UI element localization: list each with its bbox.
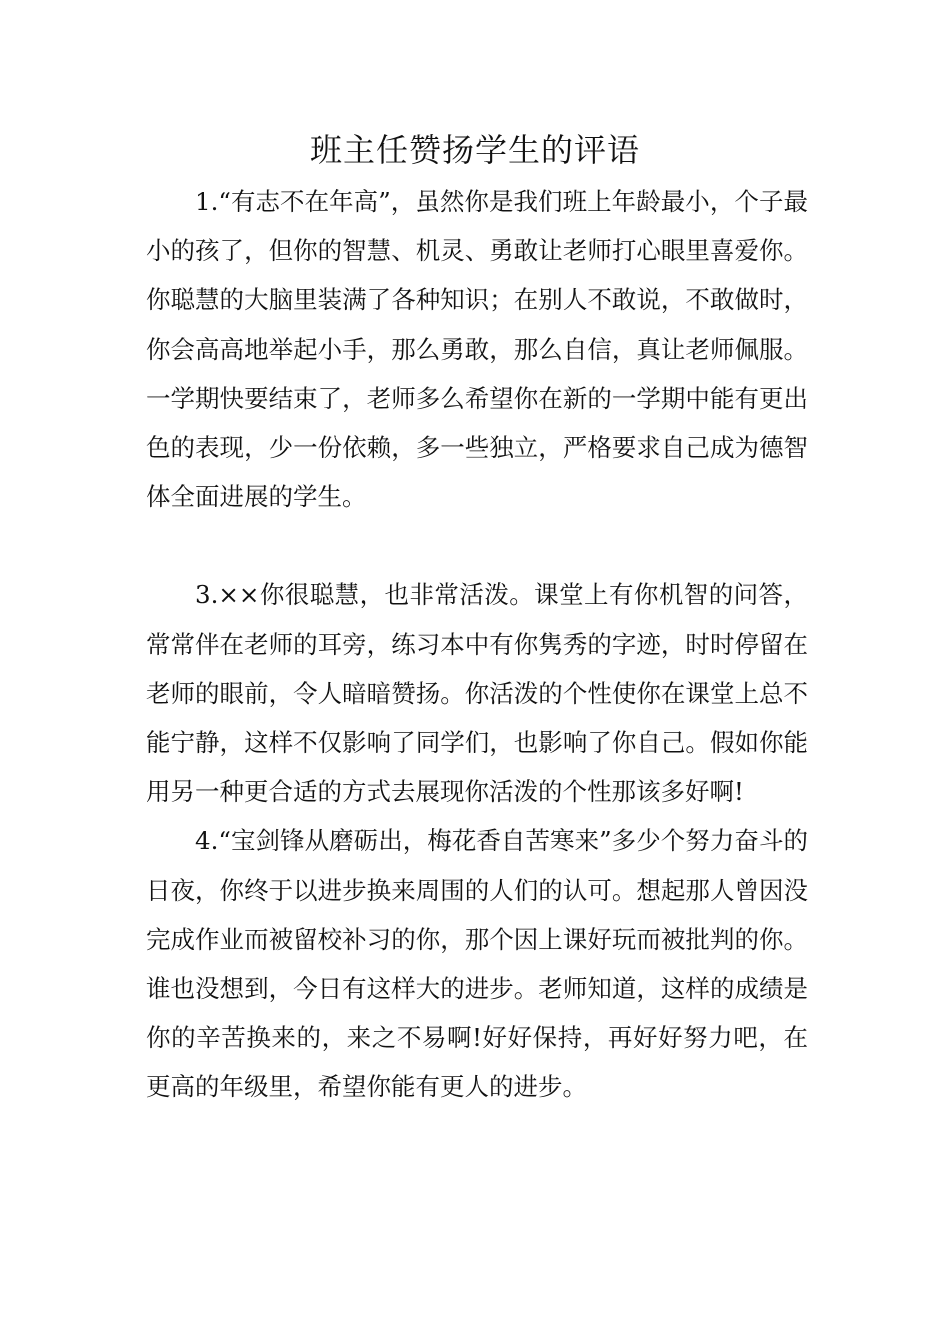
paragraph-4: 4.“宝剑锋从磨砺出，梅花香自苦寒来”多少个努力奋斗的日夜，你终于以进步换来周围的人们的认可。想起那人曾因没完成作业而被留校补习的你，那个因上课好玩而被批判的你。谁也没想到，今日有这样大的进步。老师知道，这样的成绩是你的辛苦换来的，来之不易啊!好好保持，再好好努力吧，在更高的年级里，希望你能有更人的进步。	[146, 826, 808, 1102]
page-title: 班主任赞扬学生的评语	[309, 131, 640, 169]
document-body	[146, 177, 808, 1112]
paragraph-gap	[146, 521, 808, 570]
paragraph-1: 1.“有志不在年高”，虽然你是我们班上年龄最小，个子最小的孩了，但你的智慧、机灵、勇敢让老师打心眼里喜爱你。你聪慧的大脑里装满了各种知识；在别人不敢说，不敢做时，你会高高地举起小手，那么勇敢，那么自信，真让老师佩服。一学期快要结束了，老师多么希望你在新的一学期中能有更出色的表现，少一份依赖，多一些独立，严格要求自己成为德智体全面进展的学生。	[146, 187, 808, 512]
paragraph-3: 3.××你很聪慧，也非常活泼。课堂上有你机智的问答，常常伴在老师的耳旁，练习本中有你隽秀的字迹，时时停留在老师的眼前，令人暗暗赞扬。你活泼的个性使你在课堂上总不能宁静，这样不仅影响了同学们，也影响了你自己。假如你能用另一种更合适的方式去展现你活泼的个性那该多好啊!	[146, 580, 808, 807]
